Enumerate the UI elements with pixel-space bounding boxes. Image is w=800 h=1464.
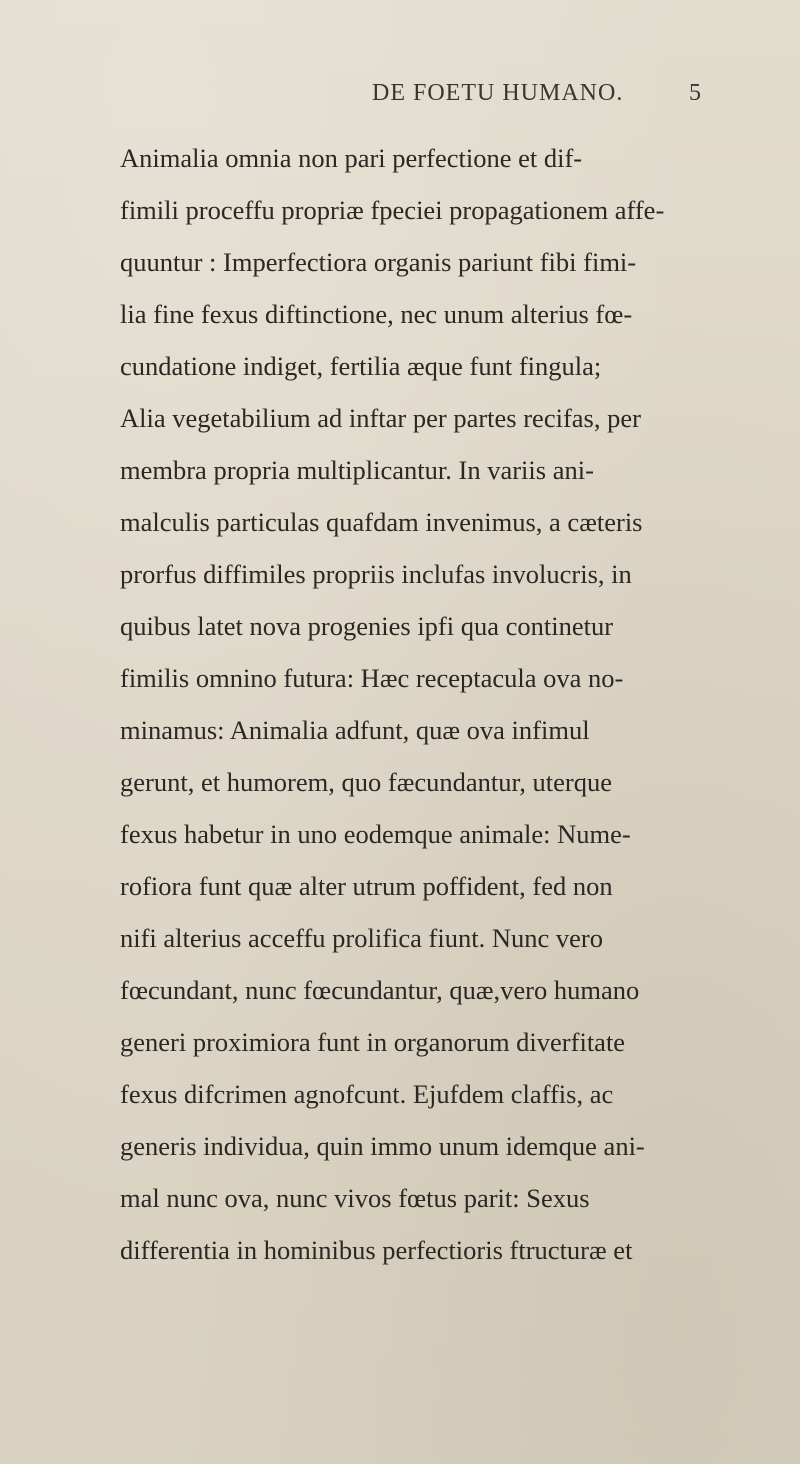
page-number: 5 <box>689 80 701 106</box>
text-line: quuntur : Imperfectiora organis pariunt fibi fimi- <box>120 247 637 277</box>
text-line: lia fine fexus diftinctione, nec unum alterius fœ- <box>120 299 633 329</box>
text-line: malculis particulas quafdam invenimus, a cæteris <box>120 507 643 537</box>
text-line: membra propria multiplicantur. In variis ani- <box>120 455 594 485</box>
text-line: fœcundant, nunc fœcundantur, quæ,vero humano <box>120 975 640 1005</box>
text-line: nifi alterius acceffu prolifica fiunt. Nunc vero <box>120 923 603 953</box>
text-line: Alia vegetabilium ad inftar per partes recifas, per <box>120 403 641 433</box>
text-line: minamus: Animalia adfunt, quæ ova infimul <box>120 715 590 745</box>
text-line: differentia in hominibus perfectioris ftructuræ et <box>120 1235 633 1265</box>
text-line: fimilis omnino futura: Hæc receptacula ova no- <box>120 663 624 693</box>
text-line: mal nunc ova, nunc vivos fœtus parit: Sexus <box>120 1183 590 1213</box>
text-line: fexus habetur in uno eodemque animale: Nume- <box>120 819 631 849</box>
text-line: Animalia omnia non pari perfectione et dif- <box>120 143 583 173</box>
text-line: fimili proceffu propriæ fpeciei propagationem affe- <box>120 195 665 225</box>
text-line: prorfus diffimiles propriis inclufas involucris, in <box>120 559 632 589</box>
text-line: gerunt, et humorem, quo fæcundantur, uterque <box>120 767 612 797</box>
text-line: cundatione indiget, fertilia æque funt fingula; <box>120 351 602 381</box>
text-line: fexus difcrimen agnofcunt. Ejufdem claffis, ac <box>120 1079 614 1109</box>
running-head <box>0 80 800 110</box>
running-title: DE FOETU HUMANO. <box>372 80 624 106</box>
text-line: rofiora funt quæ alter utrum poffident, fed non <box>120 871 613 901</box>
text-line: generi proximiora funt in organorum diverfitate <box>120 1027 626 1057</box>
text-line: quibus latet nova progenies ipfi qua continetur <box>120 611 614 641</box>
body-text <box>120 132 730 1276</box>
text-line: generis individua, quin immo unum idemque ani- <box>120 1131 645 1161</box>
